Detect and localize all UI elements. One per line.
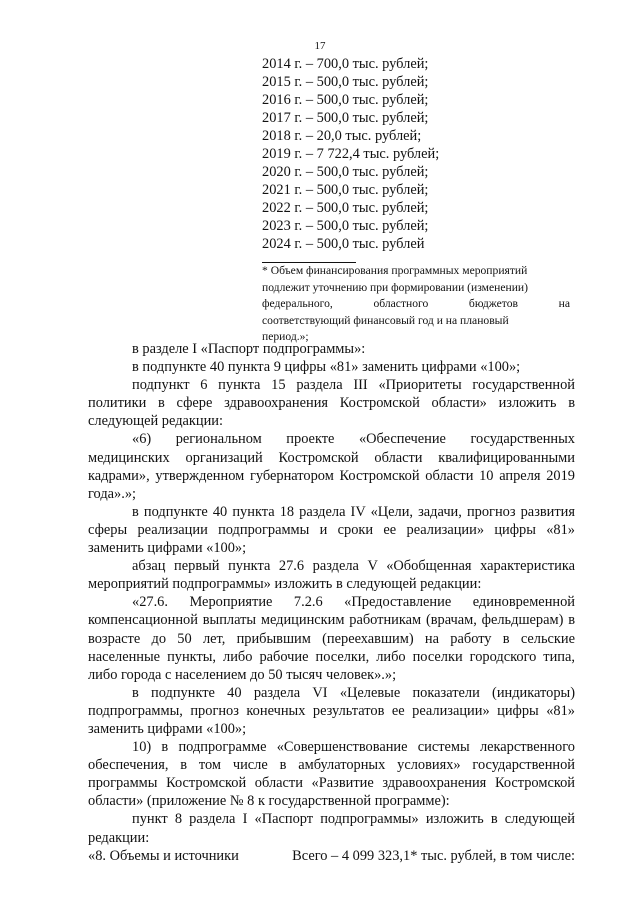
footnote-line: подлежит уточнению при формировании (изменении) bbox=[262, 280, 528, 294]
footnote-word: бюджетов bbox=[468, 297, 518, 310]
funding-line: 2019 г. – 7 722,4 тыс. рублей; bbox=[262, 146, 440, 162]
paragraph: в подпункте 40 пункта 9 цифры «81» заменить цифрами «100»; bbox=[132, 359, 521, 376]
paragraph: 10) в подпрограмме «Совершенствование системы лекарственного обеспечения, в том числе в амбулаторных условиях» государственной программы Костромской области «Развитие здравоохранения Костромской области» (приложение № 8 к государственной программе): bbox=[88, 739, 575, 810]
footnote-line: * Объем финансирования программных мероприятий bbox=[262, 264, 528, 277]
footnote-line-justified bbox=[262, 296, 570, 313]
paragraph: в подпункте 40 раздела VI «Целевые показатели (индикаторы) подпрограммы, прогноз конечных результатов ее реализации» цифры «81» заменить цифрами «100»; bbox=[88, 684, 575, 737]
page-number: 17 bbox=[314, 40, 326, 52]
paragraph: «6) региональном проекте «Обеспечение государственных медицинских организаций Костромской области квалифицированными кадрами», утвержденном губернатором Костромской области 10 апреля 2019 года».»; bbox=[88, 431, 575, 502]
funding-by-year-list bbox=[262, 55, 439, 253]
footnote-word: федерального, bbox=[262, 297, 333, 310]
funding-line: 2015 г. – 500,0 тыс. рублей; bbox=[262, 74, 429, 90]
paragraph: в подпункте 40 пункта 18 раздела IV «Цели, задачи, прогноз развития сферы реализации подпрограммы и сроки ее реализации» цифры «81» заменить цифрами «100»; bbox=[88, 503, 575, 557]
funding-line: 2014 г. – 700,0 тыс. рублей; bbox=[262, 56, 429, 72]
funding-line: 2023 г. – 500,0 тыс. рублей; bbox=[262, 218, 429, 234]
table-cell-value: Всего – 4 099 323,1* тыс. рублей, в том числе: bbox=[292, 847, 575, 864]
paragraph: подпункт 6 пункта 15 раздела III «Приоритеты государственной политики в сфере здравоохранения Костромской области» изложить в следующей редакции: bbox=[88, 377, 575, 430]
document-body bbox=[88, 340, 575, 865]
funding-line: 2017 г. – 500,0 тыс. рублей; bbox=[262, 110, 429, 126]
footnote bbox=[262, 263, 570, 346]
funding-line: 2016 г. – 500,0 тыс. рублей; bbox=[262, 92, 429, 108]
table-cell-label: «8. Объемы и источники bbox=[88, 847, 239, 864]
paragraph: абзац первый пункта 27.6 раздела V «Обобщенная характеристика мероприятий подпрограммы» изложить в следующей редакции: bbox=[88, 558, 575, 593]
footnote-line: соответствующий финансовый год и на плановый bbox=[262, 313, 509, 327]
paragraph: «27.6. Мероприятие 7.2.6 «Предоставление единовременной компенсационной выплаты медицинским работникам (врачам, фельдшерам) в возрасте до 50 лет, прибывшим (переехавшим) на работу в сельские населенные пункты, либо рабочие поселки, либо поселки городского типа, либо города с населением до 50 тысяч человек».»; bbox=[88, 594, 575, 683]
paragraph: в разделе I «Паспорт подпрограммы»: bbox=[132, 341, 366, 357]
funding-line: 2024 г. – 500,0 тыс. рублей bbox=[262, 236, 425, 252]
footnote-line: период.»; bbox=[262, 330, 309, 343]
table-start-line bbox=[88, 847, 575, 865]
funding-line: 2018 г. – 20,0 тыс. рублей; bbox=[262, 128, 422, 144]
funding-line: 2020 г. – 500,0 тыс. рублей; bbox=[262, 164, 429, 180]
footnote-word: на bbox=[558, 297, 570, 310]
funding-line: 2022 г. – 500,0 тыс. рублей; bbox=[262, 200, 429, 216]
paragraph: пункт 8 раздела I «Паспорт подпрограммы» изложить в следующей редакции: bbox=[88, 811, 575, 846]
footnote-word: областного bbox=[373, 297, 429, 310]
funding-line: 2021 г. – 500,0 тыс. рублей; bbox=[262, 182, 429, 198]
